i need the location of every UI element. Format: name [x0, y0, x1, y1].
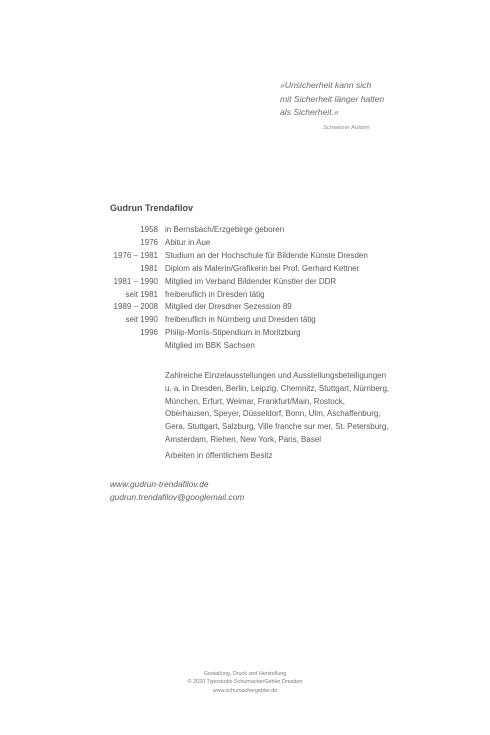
colophon: [0, 670, 490, 695]
biography-year: 1989 – 2008: [113, 302, 158, 312]
exhibitions-line: Amsterdam, Riehen, New York, Paris, Basel: [165, 434, 322, 444]
biography-entry: [110, 224, 430, 237]
public-collections-note: Arbeiten in öffentlichem Besitz: [165, 451, 273, 460]
quote-line: als Sicherheit.«: [280, 107, 339, 117]
epigraph-quote: [280, 79, 460, 120]
biography-text: freiberuflich in Dresden tätig: [165, 289, 265, 299]
biography-year: 1976: [140, 237, 158, 247]
quote-source: Schweizer Autorin: [323, 125, 370, 131]
biography-text: freiberuflich in Nürnberg und Dresden tätig: [165, 315, 316, 325]
colophon-line: Gestaltung, Druck und Herstellung: [203, 671, 287, 677]
exhibitions-line: Oberhausen, Speyer, Düsseldorf, Bonn, Ulm, Aschaffenburg,: [165, 409, 381, 419]
biography-entry: [110, 301, 430, 314]
biography-text: Mitglied im Verband Bildender Künstler der DDR: [165, 276, 337, 286]
contact-block: [110, 478, 244, 504]
email-link[interactable]: gudrun.trendafilov@googlemail.com: [110, 492, 245, 503]
biography-year: 1976 – 1981: [113, 250, 158, 260]
biography-text: Philip-Morris-Stipendium in Moritzburg: [165, 328, 301, 338]
biography-year: 1981 – 1990: [113, 276, 158, 286]
biography-entry: [110, 276, 430, 289]
biography-entry: [110, 263, 430, 276]
colophon-line: © 2020 Typostudio SchumacherGebler Dresden: [187, 679, 303, 686]
biography-year: 1958: [140, 225, 158, 234]
biography-text: Mitglied der Dresdner Sezession 89: [165, 302, 292, 312]
exhibitions-line: u. a. in Dresden, Berlin, Leipzig, Chemnitz, Stuttgart, Nürnberg,: [165, 383, 390, 393]
artist-name: Gudrun Trendafilov: [110, 203, 194, 213]
biography-entry: [110, 340, 430, 353]
biography-year: 1981: [140, 263, 158, 273]
biography-entry: [110, 289, 430, 302]
biography-entry: [110, 250, 430, 263]
biography-list: [110, 224, 430, 353]
quote-line: »Unsicherheit kann sich: [280, 80, 372, 90]
biography-text: in Bernsbach/Erzgebirge geboren: [165, 225, 285, 234]
biography-text: Mitglied im BBK Sachsen: [165, 341, 255, 351]
website-link[interactable]: www.gudrun-trendafilov.de: [110, 479, 209, 489]
exhibitions-paragraph: [165, 370, 435, 447]
exhibitions-line: Gera, Stuttgart, Salzburg, Ville franche sur mer, St. Petersburg,: [165, 422, 389, 432]
biography-year: [110, 340, 158, 353]
biography-text: Diplom als Malerin/Grafikerin bei Prof. Gerhard Kettner: [165, 263, 360, 273]
biography-text: Studium an der Hochschule für Bildende Künste Dresden: [165, 250, 368, 260]
biography-year: 1996: [140, 328, 158, 338]
exhibitions-line: München, Erfurt, Weimar, Frankfurt/Main, Rostock,: [165, 396, 345, 406]
biography-text: Abitur in Aue: [165, 237, 211, 247]
biography-year: seit 1990: [125, 315, 158, 325]
biography-year: seit 1981: [125, 289, 158, 299]
exhibitions-line: Zahlreiche Einzelausstellungen und Ausstellungsbeteiligungen: [165, 371, 387, 380]
colophon-website: www.schumachergebler.de: [212, 687, 278, 694]
biography-entry: [110, 237, 430, 250]
biography-entry: [110, 327, 430, 340]
biography-entry: [110, 314, 430, 327]
quote-line: mit Sicherheit länger halten: [280, 93, 385, 104]
